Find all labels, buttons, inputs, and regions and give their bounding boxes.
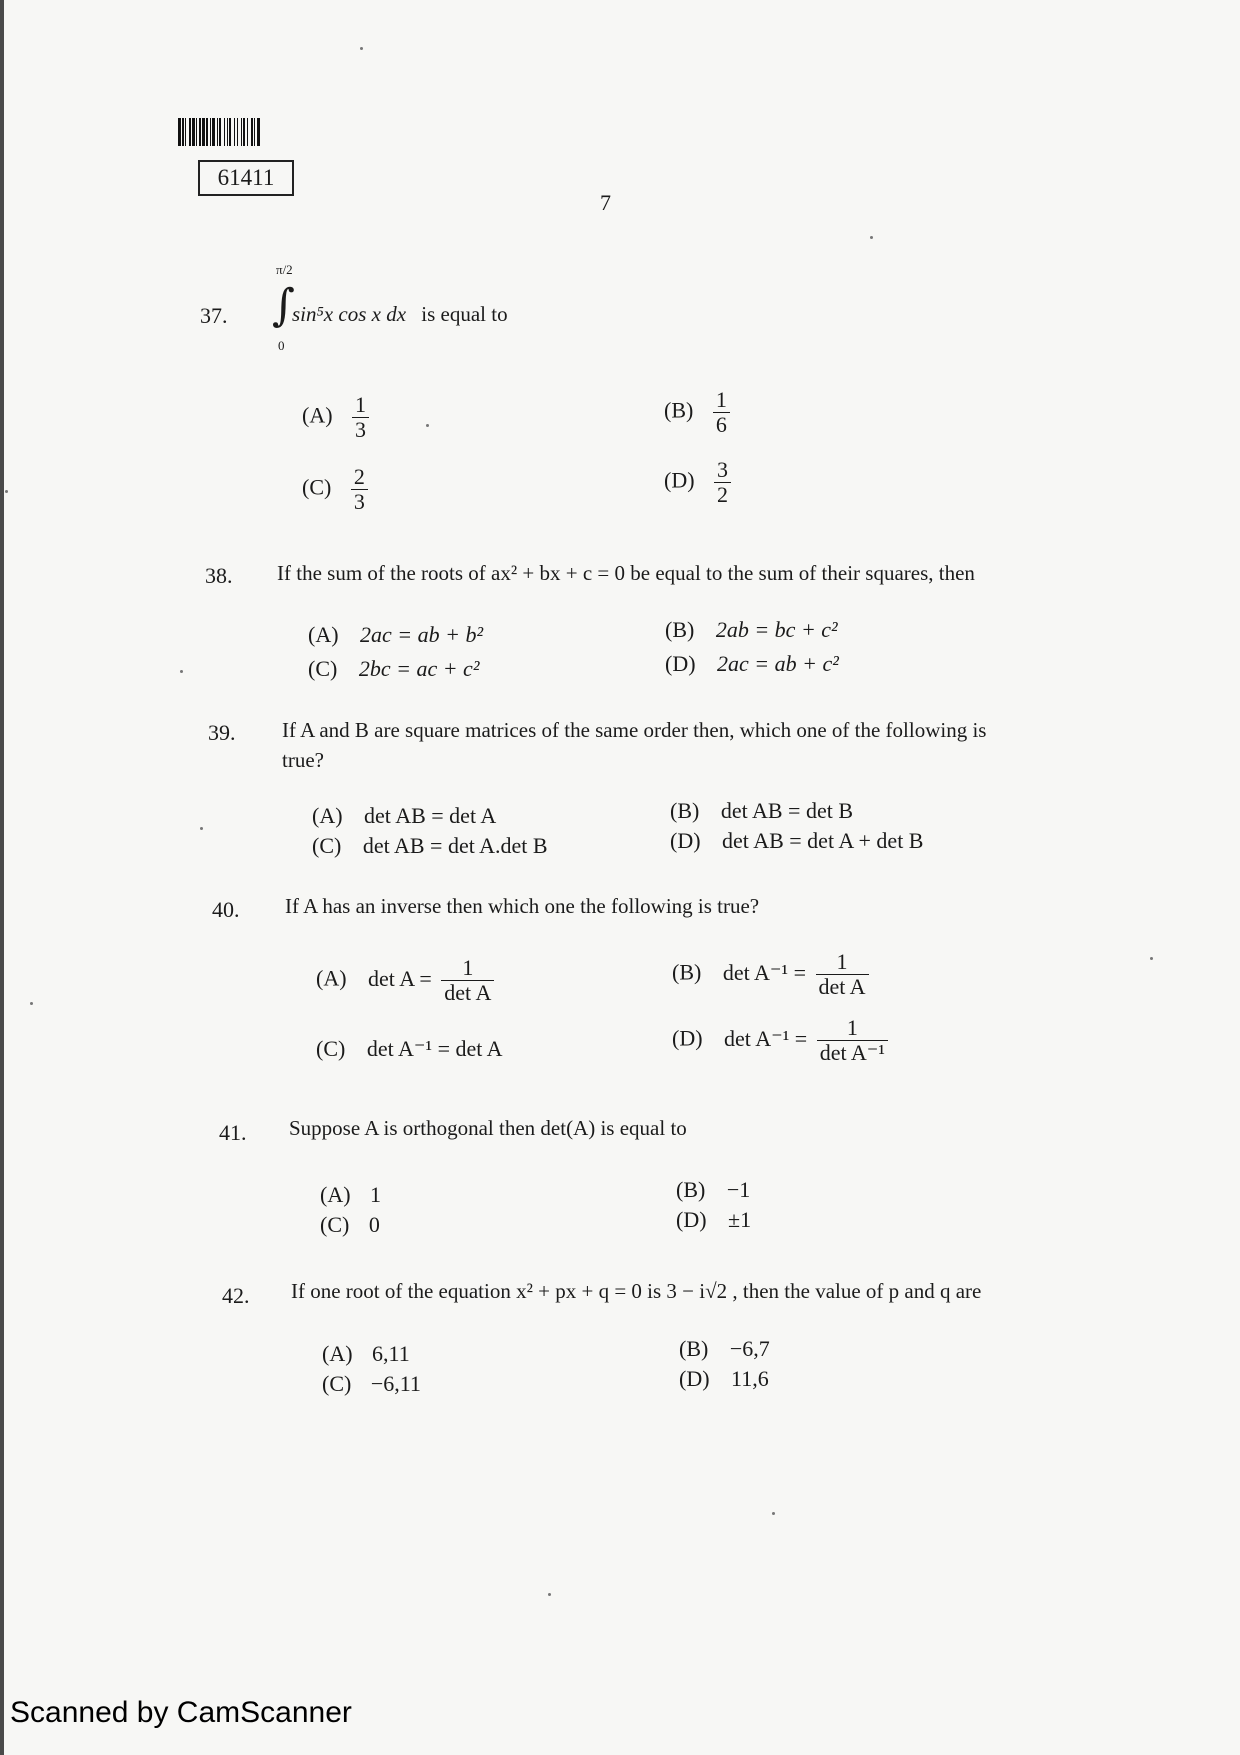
numerator: 1	[836, 949, 848, 974]
option-label: (B)	[664, 397, 694, 423]
option-value: 11,6	[731, 1366, 769, 1391]
option-label: (A)	[316, 965, 347, 991]
option-label: (D)	[676, 1207, 707, 1232]
scan-speck	[772, 1512, 775, 1515]
option-label: (C)	[316, 1036, 346, 1061]
option-label: (A)	[302, 402, 333, 428]
option-value: 6,11	[372, 1341, 410, 1366]
option-lhs: det A⁻¹ =	[722, 959, 806, 985]
question-text	[292, 302, 508, 327]
fraction	[817, 1016, 888, 1065]
option-a	[308, 622, 483, 648]
option-c	[322, 1371, 421, 1397]
option-d	[670, 828, 923, 854]
question-text: If the sum of the roots of ax² + bx + c = 0 be equal to the sum of their squares, then	[277, 561, 975, 585]
option-a	[316, 956, 498, 1005]
integrand: sin⁵x cos x dx	[292, 302, 407, 326]
numerator: 1	[715, 387, 727, 412]
scan-speck	[30, 1002, 33, 1005]
question-text-line-2: true?	[282, 748, 324, 772]
option-value: −1	[726, 1177, 751, 1202]
option-value: det AB = det A	[364, 803, 497, 828]
option-value: det AB = det B	[720, 798, 854, 823]
question-number: 42.	[222, 1283, 250, 1308]
option-value: 2bc = ac + c²	[358, 656, 480, 681]
option-d	[672, 1016, 892, 1065]
scan-edge	[0, 0, 4, 1755]
option-lhs: det A =	[368, 965, 432, 991]
option-value: −6,11	[370, 1371, 421, 1396]
scan-speck	[360, 47, 363, 50]
option-value: 2ac = ab + c²	[717, 651, 839, 676]
barcode	[178, 118, 333, 146]
option-value: 1	[370, 1182, 382, 1207]
scan-speck	[200, 827, 203, 830]
option-a	[322, 1341, 410, 1367]
option-value: 2ac = ab + b²	[360, 622, 484, 647]
option-label: (B)	[679, 1336, 709, 1361]
paper-code: 61411	[198, 160, 294, 196]
numerator: 1	[355, 392, 367, 417]
question-text-line-1: If A and B are square matrices of the same order then, which one of the following is	[282, 718, 987, 742]
option-label: (C)	[312, 833, 342, 858]
numerator: 3	[717, 457, 729, 482]
question-text: Suppose A is orthogonal then det(A) is equal to	[289, 1116, 687, 1140]
option-b	[676, 1177, 750, 1203]
option-label: (B)	[676, 1177, 706, 1202]
scan-speck	[1150, 957, 1153, 960]
scan-speck	[548, 1593, 551, 1596]
numerator: 1	[846, 1015, 858, 1040]
fraction	[441, 956, 494, 1005]
option-a	[320, 1182, 381, 1208]
option-label: (C)	[322, 1371, 352, 1396]
option-lhs: det A⁻¹ =	[724, 1025, 808, 1051]
option-d	[665, 651, 839, 677]
numerator: 2	[353, 464, 365, 489]
option-d	[664, 458, 735, 507]
option-c	[308, 656, 479, 682]
option-b	[670, 798, 853, 824]
option-c	[316, 1036, 503, 1062]
option-b	[672, 950, 873, 999]
fraction	[351, 465, 368, 514]
denominator: 3	[352, 417, 369, 442]
option-d	[676, 1207, 751, 1233]
integral-upper-limit: π/2	[276, 262, 293, 277]
option-label: (A)	[322, 1341, 353, 1366]
option-label: (D)	[665, 651, 696, 676]
question-text-tail: is equal to	[421, 302, 508, 326]
option-c	[312, 833, 548, 859]
option-value: det A⁻¹ = det A	[366, 1036, 503, 1061]
fraction	[816, 950, 869, 999]
option-b	[664, 388, 734, 437]
option-label: (B)	[665, 617, 695, 642]
barcode-bar	[260, 118, 261, 146]
denominator: 3	[351, 489, 368, 514]
option-label: (A)	[308, 622, 339, 647]
fraction	[714, 458, 731, 507]
denominator: det A⁻¹	[817, 1040, 888, 1065]
option-label: (A)	[320, 1182, 351, 1207]
option-label: (B)	[672, 959, 702, 985]
denominator: 2	[714, 482, 731, 507]
fraction	[713, 388, 730, 437]
integral-lower-limit: 0	[278, 338, 285, 353]
scan-speck	[426, 424, 429, 427]
question-text: If one root of the equation x² + px + q = 0 is 3 − i√2 , then the value of p and q are	[291, 1279, 982, 1303]
option-c	[302, 465, 372, 514]
denominator: det A	[441, 980, 494, 1005]
option-label: (D)	[679, 1366, 710, 1391]
page-number: 7	[600, 190, 611, 215]
option-value: det AB = det A + det B	[722, 828, 924, 853]
integral-sign: ∫	[272, 280, 295, 331]
option-a	[302, 393, 373, 442]
question-number: 39.	[208, 720, 236, 745]
denominator: 6	[713, 412, 730, 437]
question-number: 41.	[219, 1120, 247, 1145]
option-value: det AB = det A.det B	[362, 833, 548, 858]
question-number: 37.	[200, 303, 228, 328]
option-value: 2ab = bc + c²	[715, 617, 838, 642]
option-value: −6,7	[729, 1336, 770, 1361]
question-number: 40.	[212, 897, 240, 922]
option-c	[320, 1212, 380, 1238]
scan-speck	[870, 236, 873, 239]
option-value: 0	[368, 1212, 380, 1237]
option-d	[679, 1366, 769, 1392]
option-label: (C)	[308, 656, 338, 681]
option-label: (D)	[670, 828, 701, 853]
option-a	[312, 803, 496, 829]
fraction	[352, 393, 369, 442]
option-value: ±1	[728, 1207, 752, 1232]
option-label: (D)	[664, 467, 695, 493]
option-label: (A)	[312, 803, 343, 828]
option-label: (C)	[302, 474, 332, 500]
option-b	[665, 617, 838, 643]
option-b	[679, 1336, 770, 1362]
option-label: (D)	[672, 1025, 703, 1051]
scan-speck	[180, 670, 183, 673]
denominator: det A	[816, 974, 869, 999]
option-label: (B)	[670, 798, 700, 823]
scanner-watermark: Scanned by CamScanner	[10, 1696, 352, 1729]
question-text: If A has an inverse then which one the following is true?	[285, 894, 760, 918]
scan-speck	[5, 490, 8, 493]
option-label: (C)	[320, 1212, 350, 1237]
question-number: 38.	[205, 563, 233, 588]
numerator: 1	[462, 955, 474, 980]
